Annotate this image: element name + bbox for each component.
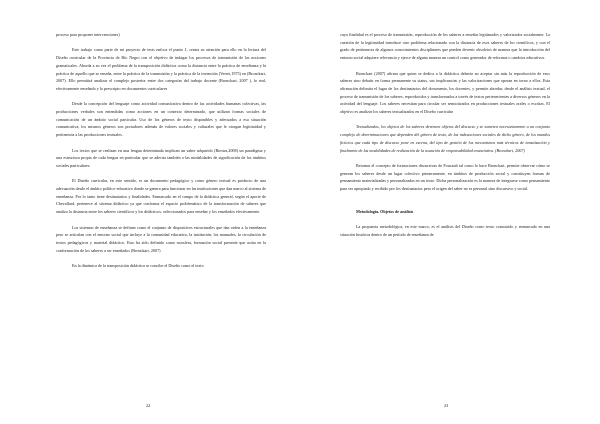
paragraph: Bronckart (2007) afirma que quien se dedica a la didáctica debería no aceptar sin más la reproducción de esos saberes sino debatir en forma permanente su status, sus implicancias y las valorizaciones que operan en torno a ellos. Esta afirmación delimita el lugar de los destinatarios del documento, los docentes, y permite abordar, desde el análisis textual, el proceso de transmisión de los saberes, reproducidos y transformados a través de textos pertenecientes a diversos géneros en la actividad del lenguaje. Los saberes necesitan para circular ser semiotizados en producciones textuales orales o escritas. El objetivo es analizar los saberes textualizados en el Diseño curricular bbox=[340, 70, 550, 115]
page-number: 22 bbox=[146, 403, 151, 408]
page-number: 23 bbox=[444, 403, 449, 408]
right-page bbox=[300, 0, 600, 424]
block-quote: Textualizados, los objetos de los saberes devienen objetos del discurso y se someten necesariamente a un conjunto complejo de determinaciones que dependen del género de texto, de las indexaciones sociales de dicho género, de los mundos ficticios que cada tipo de discurso pone en escena, del tipo de gestión de los mecanismos más técnicos de tematización y finalmente de las modalidades de realización de la asunción de responsabilidad enunciativa. (Bronckart, 2007) bbox=[340, 124, 550, 153]
paragraph: Desde la concepción del lenguaje como actividad comunicativa dentro de las actividades humanas colectivas, las producciones verbales son entendidas como acciones en un contexto determinado, que utilizan formas sociales de comunicación de un ámbito social particular. Uso de los géneros de texto disponibles y adecuados a esa situación comunicativa, los mismos géneros son portadores además de valores sociales y culturales que le otorgan legitimidad y pertinencia a las producciones textuales. bbox=[56, 101, 266, 138]
paragraph: El Diseño curricular, en este sentido, es un documento pedagógico y como género textual es producto de una adecuación desde el ámbito político-educativo donde se genera para funcionar en las instituciones que dan marco al sistema de enseñanza. Por lo tanto tiene destinatarios y finalidades. Enmarcado en el campo de la didáctica general, según el aporte de Chevallard, pertenece al sistema didáctico ya que conforma el espacio problemático de la transformación de saberes que analiza la distancia entre los saberes científicos y los didácticos, seleccionados para enseñar y los enseñados efectivamente. bbox=[56, 178, 266, 215]
left-text-column bbox=[56, 31, 266, 270]
paragraph: proceso para proponer intervenciones) bbox=[56, 32, 120, 37]
right-text-column bbox=[340, 31, 550, 239]
paragraph: La propuesta metodológica, en este marco, es el análisis del Diseño como texto construido y enmarcado en una situación histórica dentro de un período de enseñanza de bbox=[340, 224, 550, 237]
section-heading: Metodología. Objetos de análisis bbox=[356, 208, 414, 214]
paragraph: Retomar el concepto de formaciones discursivas de Foucault tal como lo hace Bronckart, permite observar cómo se generan los saberes desde un lugar colectivo primeramente, en ámbitos de producción social y constituyen formas de pensamiento materializadas y personalizadas en un texto. Dicha personalización es la manera de integrarse como pensamiento para ser apropiado y recibido por los destinatarios pero el origen del saber no es personal sino discursivo y social. bbox=[340, 162, 550, 192]
paragraph: Los sistemas de enseñanza se definen como el conjunto de dispositivos estructurales que dan orden a la enseñanza pero se articulan con el entorno social que incluye a la comunidad educativa, la institución, los manuales, la circulación de textos pedagógicos y material didáctico. Esto ha sido definido como noosfera, formación social presente que actúa en la conformación de los saberes a ser enseñados (Bronckart, 2007) bbox=[56, 224, 266, 253]
paragraph: Este trabajo como parte de mi proyecto de tesis enfoca el punto 1, centra su atención para ello en la lectura del Diseño curricular de la Provincia de Río Negro con el objetivo de indagar los procesos de transmisión de las nociones gramaticales. Aborda a su vez el problema de la transposición didáctica como la distancia entre la práctica de enseñanza y la práctica de aquello que se enseña, entre la práctica de la transmisión y la práctica de la invención (Verret,1975) en (Bronckart, 2007). Ello permitirá analizar el complejo posterior entre dos categorías del trabajo docente (Bronckart, 2007 ), lo real, efectivamente enseñado y lo prescripto en documentos curriculares bbox=[56, 47, 266, 91]
paragraph: En la dinámica de la transposición didáctica se concibe el Diseño como el texto bbox=[72, 263, 204, 268]
paragraph: Los textos que se realizan en una lengua determinada implican un saber adquirido (Riestra,2008) un paradigma y una estructura propia de cada lengua en particular que se adecúa también a las modalidades de significación de los ámbitos sociales particulares. bbox=[56, 147, 266, 168]
paragraph: cuya finalidad es el proceso de transmisión, reproducción de los saberes a enseñar legitimados y valorizados socialmente. La cuestión de la legitimidad introduce otro problema relacionado con la distancia de esos saberes de los científicos, y con el grado de pertinencia de algunos conocimientos disciplinares que pueden devenir obsoletos de manera que la introducción del entorno social adquiere relevancia y ejerce de alguna manera un control como generador de reformas o cambios educativos. bbox=[340, 32, 550, 61]
